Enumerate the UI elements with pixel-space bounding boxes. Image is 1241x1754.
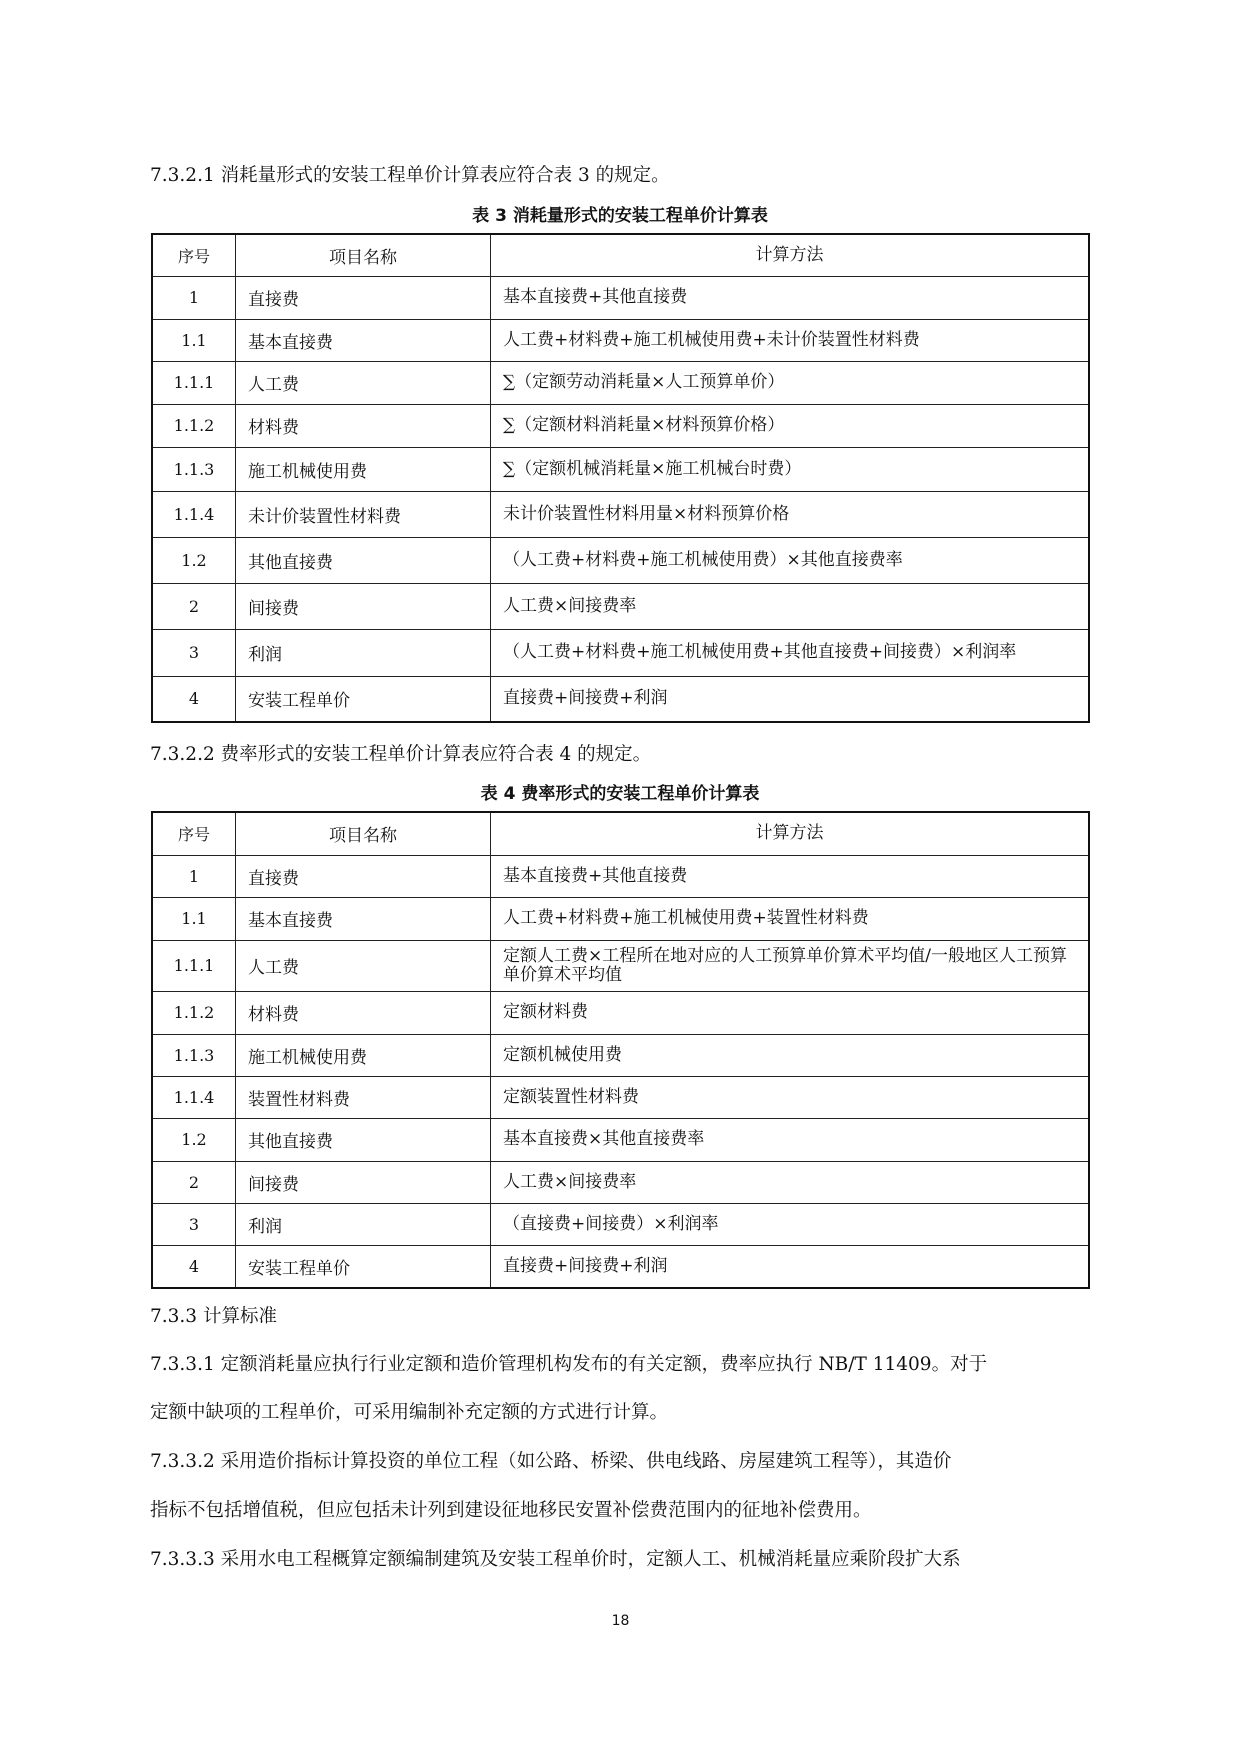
clause-7-3-3-1-line1: 7.3.3.1 定额消耗量应执行行业定额和造价管理机构发布的有关定额，费率应执行 NB/T 11409。对于 xyxy=(150,1354,988,1375)
row-method: 基本直接费+其他直接费 xyxy=(491,276,1090,319)
row-name: 人工费 xyxy=(236,940,491,991)
row-no: 1.2 xyxy=(152,1118,236,1161)
row-method: ∑（定额机械消耗量×施工机械台时费） xyxy=(491,447,1090,491)
row-method: 定额材料费 xyxy=(491,991,1090,1034)
row-name: 利润 xyxy=(236,1203,491,1245)
row-no: 1 xyxy=(152,276,236,319)
row-method: 人工费×间接费率 xyxy=(491,1161,1090,1203)
row-no: 4 xyxy=(152,676,236,722)
row-name: 直接费 xyxy=(236,276,491,319)
row-name: 未计价装置性材料费 xyxy=(236,491,491,537)
row-method: 未计价装置性材料用量×材料预算价格 xyxy=(491,491,1090,537)
table-row xyxy=(152,1118,1089,1161)
table-row xyxy=(152,404,1089,447)
table4 xyxy=(151,811,1090,1289)
row-no: 1.1.3 xyxy=(152,1034,236,1076)
row-no: 3 xyxy=(152,1203,236,1245)
table-row xyxy=(152,491,1089,537)
row-name: 安装工程单价 xyxy=(236,1245,491,1288)
row-name: 施工机械使用费 xyxy=(236,447,491,491)
table-row xyxy=(152,855,1089,897)
page-number: 18 xyxy=(611,1613,630,1629)
row-name: 材料费 xyxy=(236,404,491,447)
row-no: 1.1.4 xyxy=(152,491,236,537)
table-row xyxy=(152,319,1089,361)
table4-header-method: 计算方法 xyxy=(491,812,1090,855)
row-no: 1.1 xyxy=(152,897,236,940)
table-row xyxy=(152,276,1089,319)
table-row xyxy=(152,1034,1089,1076)
row-no: 3 xyxy=(152,629,236,676)
clause-7-3-2-2: 7.3.2.2 费率形式的安装工程单价计算表应符合表 4 的规定。 xyxy=(150,744,652,765)
table-row xyxy=(152,1161,1089,1203)
row-no: 1.1.1 xyxy=(152,361,236,404)
row-no: 1.1.3 xyxy=(152,447,236,491)
row-name: 安装工程单价 xyxy=(236,676,491,722)
row-method: 人工费+材料费+施工机械使用费+装置性材料费 xyxy=(491,897,1090,940)
table3-header-row xyxy=(152,234,1089,276)
table4-header-name: 项目名称 xyxy=(236,812,491,855)
row-method: 基本直接费+其他直接费 xyxy=(491,855,1090,897)
row-method: 直接费+间接费+利润 xyxy=(491,676,1090,722)
row-method: （人工费+材料费+施工机械使用费+其他直接费+间接费）×利润率 xyxy=(491,629,1090,676)
row-name: 直接费 xyxy=(236,855,491,897)
table3-header-no: 序号 xyxy=(152,234,236,276)
table3-header-method: 计算方法 xyxy=(491,234,1090,276)
row-no: 1.2 xyxy=(152,537,236,583)
table-row xyxy=(152,940,1089,991)
table-row xyxy=(152,1203,1089,1245)
row-method: 人工费×间接费率 xyxy=(491,583,1090,629)
clause-7-3-3-3-line1: 7.3.3.3 采用水电工程概算定额编制建筑及安装工程单价时，定额人工、机械消耗量应乘阶段扩大系 xyxy=(150,1549,961,1570)
table-row xyxy=(152,676,1089,722)
row-name: 材料费 xyxy=(236,991,491,1034)
table-row xyxy=(152,583,1089,629)
section-heading-7-3-3: 7.3.3 计算标准 xyxy=(150,1306,277,1327)
row-method: 基本直接费×其他直接费率 xyxy=(491,1118,1090,1161)
table4-header-no: 序号 xyxy=(152,812,236,855)
row-name: 其他直接费 xyxy=(236,537,491,583)
row-name: 基本直接费 xyxy=(236,319,491,361)
row-method: 人工费+材料费+施工机械使用费+未计价装置性材料费 xyxy=(491,319,1090,361)
row-name: 间接费 xyxy=(236,583,491,629)
row-method: 定额装置性材料费 xyxy=(491,1076,1090,1118)
row-no: 2 xyxy=(152,583,236,629)
table4-caption: 表 4 费率形式的安装工程单价计算表 xyxy=(480,784,760,804)
row-no: 1.1.4 xyxy=(152,1076,236,1118)
row-no: 1.1.1 xyxy=(152,940,236,991)
row-no: 1.1 xyxy=(152,319,236,361)
row-method: 定额机械使用费 xyxy=(491,1034,1090,1076)
table-row xyxy=(152,629,1089,676)
row-method: （直接费+间接费）×利润率 xyxy=(491,1203,1090,1245)
row-no: 1 xyxy=(152,855,236,897)
row-name: 间接费 xyxy=(236,1161,491,1203)
row-no: 4 xyxy=(152,1245,236,1288)
table-row xyxy=(152,991,1089,1034)
table3-caption: 表 3 消耗量形式的安装工程单价计算表 xyxy=(472,206,768,226)
row-name: 基本直接费 xyxy=(236,897,491,940)
table-row xyxy=(152,897,1089,940)
clause-7-3-2-1: 7.3.2.1 消耗量形式的安装工程单价计算表应符合表 3 的规定。 xyxy=(150,165,670,186)
clause-7-3-3-2-line2: 指标不包括增值税，但应包括未计列到建设征地移民安置补偿费范围内的征地补偿费用。 xyxy=(150,1500,872,1521)
row-name: 装置性材料费 xyxy=(236,1076,491,1118)
table3-header-name: 项目名称 xyxy=(236,234,491,276)
row-no: 1.1.2 xyxy=(152,404,236,447)
table4-header-row xyxy=(152,812,1089,855)
table-row xyxy=(152,361,1089,404)
row-no: 1.1.2 xyxy=(152,991,236,1034)
row-no: 2 xyxy=(152,1161,236,1203)
row-name: 利润 xyxy=(236,629,491,676)
table-row xyxy=(152,1076,1089,1118)
table-row xyxy=(152,447,1089,491)
clause-7-3-3-1-line2: 定额中缺项的工程单价，可采用编制补充定额的方式进行计算。 xyxy=(150,1402,669,1423)
row-method: 直接费+间接费+利润 xyxy=(491,1245,1090,1288)
row-method: 定额人工费×工程所在地对应的人工预算单价算术平均值/一般地区人工预算单价算术平均值 xyxy=(491,940,1090,991)
table-row xyxy=(152,1245,1089,1288)
row-name: 其他直接费 xyxy=(236,1118,491,1161)
row-name: 人工费 xyxy=(236,361,491,404)
row-method: （人工费+材料费+施工机械使用费）×其他直接费率 xyxy=(491,537,1090,583)
table3 xyxy=(151,233,1090,723)
row-method: ∑（定额材料消耗量×材料预算价格） xyxy=(491,404,1090,447)
table-row xyxy=(152,537,1089,583)
clause-7-3-3-2-line1: 7.3.3.2 采用造价指标计算投资的单位工程（如公路、桥梁、供电线路、房屋建筑工程等），其造价 xyxy=(150,1451,952,1472)
row-name: 施工机械使用费 xyxy=(236,1034,491,1076)
row-method: ∑（定额劳动消耗量×人工预算单价） xyxy=(491,361,1090,404)
